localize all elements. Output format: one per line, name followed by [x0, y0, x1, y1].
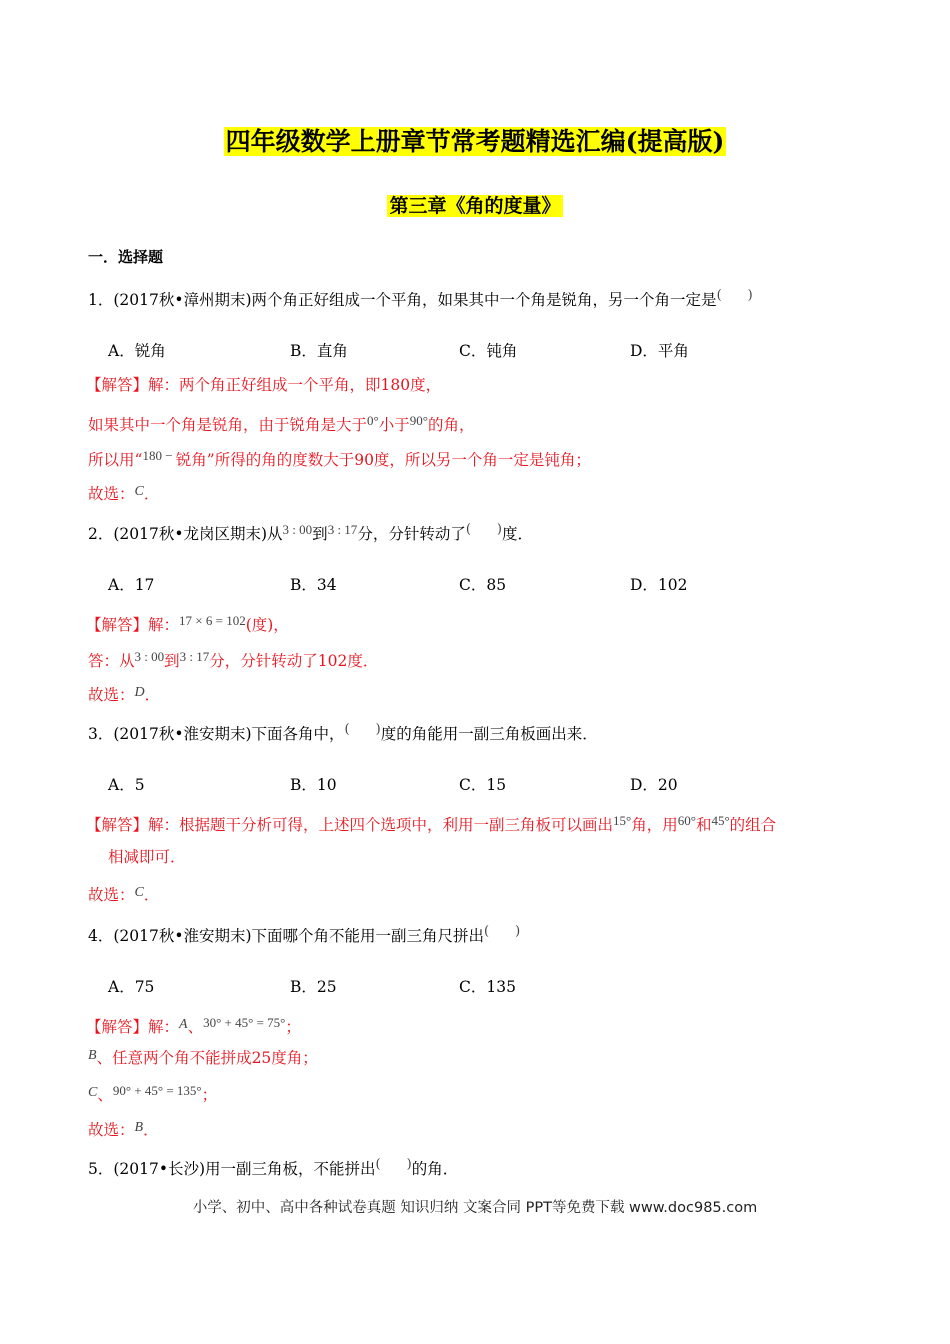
question-1-answer-line-3: 所以用“$^{180 -}$ 锐角”所得的角的度数大于90度，所以另一个角一定是钝角； — [88, 448, 591, 469]
question-2-stem: 2．(2017秋•龙岗区期末)从$^{3 : 00}$到$^{3 : 17}$分，分针转动了( )度． — [88, 522, 533, 543]
question-1-option-c: C．钝角 — [459, 342, 518, 360]
question-2-option-c: C．85 — [459, 576, 507, 594]
question-1-option-d: D．平角 — [630, 342, 689, 360]
footer-banner: 小学、初中、高中各种试卷真题 知识归纳 文案合同 PPT等免费下载 www.doc985.com — [192, 1200, 758, 1216]
question-1-stem: 1．(2017秋•漳州期末)两个角正好组成一个平角，如果其中一个角是锐角，另一个角一定是( ) — [88, 288, 753, 309]
question-2-option-d: D．102 — [630, 576, 688, 594]
question-4-stem: 4．(2017秋•淮安期末)下面哪个角不能用一副三角尺拼出( ) — [88, 924, 521, 945]
question-3-choice: 故选：C． — [88, 885, 160, 904]
question-1-choice: 故选：C． — [88, 484, 160, 503]
question-3-stem: 3．(2017秋•淮安期末)下面各角中，( )度的角能用一副三角板画出来． — [88, 722, 598, 743]
question-2-answer-line-1: 【解答】解：$^{17 \times 6 = 102}$(度)， — [86, 613, 289, 634]
question-1-option-a: A．锐角 — [108, 342, 166, 360]
question-4-option-b: B．25 — [290, 978, 337, 996]
section-heading: 一．选择题 — [88, 248, 164, 266]
question-3-answer-line-2: 相减即可． — [108, 848, 186, 866]
question-1-answer-line-2: 如果其中一个角是锐角，由于锐角是大于$^{0^\circ}$小于$^{90^\circ}$的角， — [88, 413, 475, 434]
question-3-option-d: D．20 — [630, 776, 678, 794]
question-4-option-c: C．135 — [459, 978, 516, 996]
question-4-answer-line-2: B、任意两个角不能拼成25度角； — [88, 1048, 318, 1067]
page-title: 四年级数学上册章节常考题精选汇编(提高版) — [225, 127, 725, 156]
question-3-option-a: A．5 — [108, 776, 145, 794]
question-2-option-b: B．34 — [290, 576, 337, 594]
question-3-answer-line-1: 【解答】解：根据题干分析可得，上述四个选项中，利用一副三角板可以画出$^{15^\circ}$角，用$^{60^\circ}$和$^{45^\circ}$的组合 — [86, 813, 777, 834]
question-5-stem: 5．(2017•长沙)用一副三角板，不能拼出( )的角． — [88, 1157, 459, 1178]
question-3-option-b: B．10 — [290, 776, 337, 794]
question-2-answer-line-2: 答：从$^{3 : 00}$到$^{3 : 17}$分，分针转动了102度． — [88, 649, 379, 670]
chapter-title: 第三章《角的度量》 — [389, 195, 561, 217]
question-1-option-b: B．直角 — [290, 342, 348, 360]
question-1-answer-line-1: 【解答】解：两个角正好组成一个平角，即180度， — [86, 376, 442, 394]
question-4-answer-line-3: C、$^{90^\circ + 45^\circ = 135^\circ}$； — [88, 1083, 218, 1104]
question-4-option-a: A．75 — [108, 978, 155, 996]
question-4-answer-line-1: 【解答】解：A、$^{30^\circ + 45^\circ = 75^\circ}$； — [86, 1015, 301, 1036]
question-3-option-c: C．15 — [459, 776, 507, 794]
question-2-choice: 故选：D． — [88, 685, 161, 704]
question-4-choice: 故选：B． — [88, 1120, 159, 1139]
question-2-option-a: A．17 — [108, 576, 155, 594]
